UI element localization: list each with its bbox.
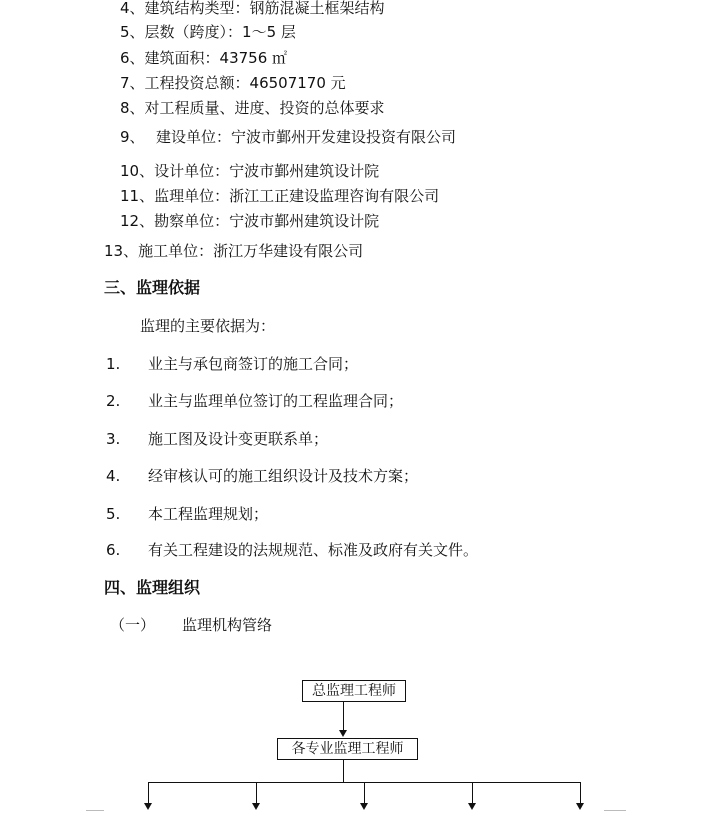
project-item-13: 13、施工单位：浙江万华建设有限公司 [104, 242, 364, 260]
project-item-12: 12、勘察单位：宁波市鄞州建筑设计院 [120, 212, 380, 230]
org-branch-1 [148, 782, 149, 804]
org-branch-5 [580, 782, 581, 804]
page-margin-mark-left [86, 810, 104, 811]
section3-heading: 三、监理依据 [104, 278, 201, 297]
org-branch-3 [364, 782, 365, 804]
org-branch-arrow-3 [360, 803, 368, 810]
org-branch-arrow-4 [468, 803, 476, 810]
org-connector-2 [343, 760, 344, 782]
org-chief-engineer-box: 总监理工程师 [302, 680, 406, 702]
basis-item-4: 4. 经审核认可的施工组织设计及技术方案； [106, 467, 419, 485]
org-arrow-1 [339, 730, 347, 737]
project-item-11: 11、监理单位：浙江工正建设监理咨询有限公司 [120, 187, 440, 205]
org-branch-arrow-2 [252, 803, 260, 810]
org-branch-2 [256, 782, 257, 804]
project-item-8: 8、对工程质量、进度、投资的总体要求 [120, 99, 385, 117]
section3-intro: 监理的主要依据为： [140, 317, 276, 335]
project-item-6: 6、建筑面积：43756 ㎡ [120, 49, 288, 67]
basis-item-2: 2. 业主与监理单位签订的工程监理合同； [106, 392, 404, 410]
project-item-9: 9、 建设单位：宁波市鄞州开发建设投资有限公司 [120, 128, 457, 146]
project-item-4: 4、建筑结构类型：钢筋混凝土框架结构 [120, 0, 385, 17]
basis-item-6: 6. 有关工程建设的法规规范、标准及政府有关文件。 [106, 541, 479, 559]
org-branch-4 [472, 782, 473, 804]
project-item-7: 7、工程投资总额：46507170 元 [120, 74, 346, 92]
page-margin-mark-right [604, 810, 626, 811]
basis-item-5: 5. 本工程监理规划； [106, 505, 269, 523]
project-item-10: 10、设计单位：宁波市鄞州建筑设计院 [120, 162, 380, 180]
org-specialty-engineers-box: 各专业监理工程师 [277, 738, 418, 760]
project-item-5: 5、层数（跨度）：1～5 层 [120, 23, 296, 41]
section4-heading: 四、监理组织 [104, 578, 201, 597]
org-branch-arrow-1 [144, 803, 152, 810]
section4-subheading: （一） 监理机构管络 [110, 616, 273, 634]
basis-item-1: 1. 业主与承包商签订的施工合同； [106, 355, 359, 373]
basis-item-3: 3. 施工图及设计变更联系单； [106, 430, 329, 448]
org-connector-1 [343, 702, 344, 730]
org-branch-arrow-5 [576, 803, 584, 810]
